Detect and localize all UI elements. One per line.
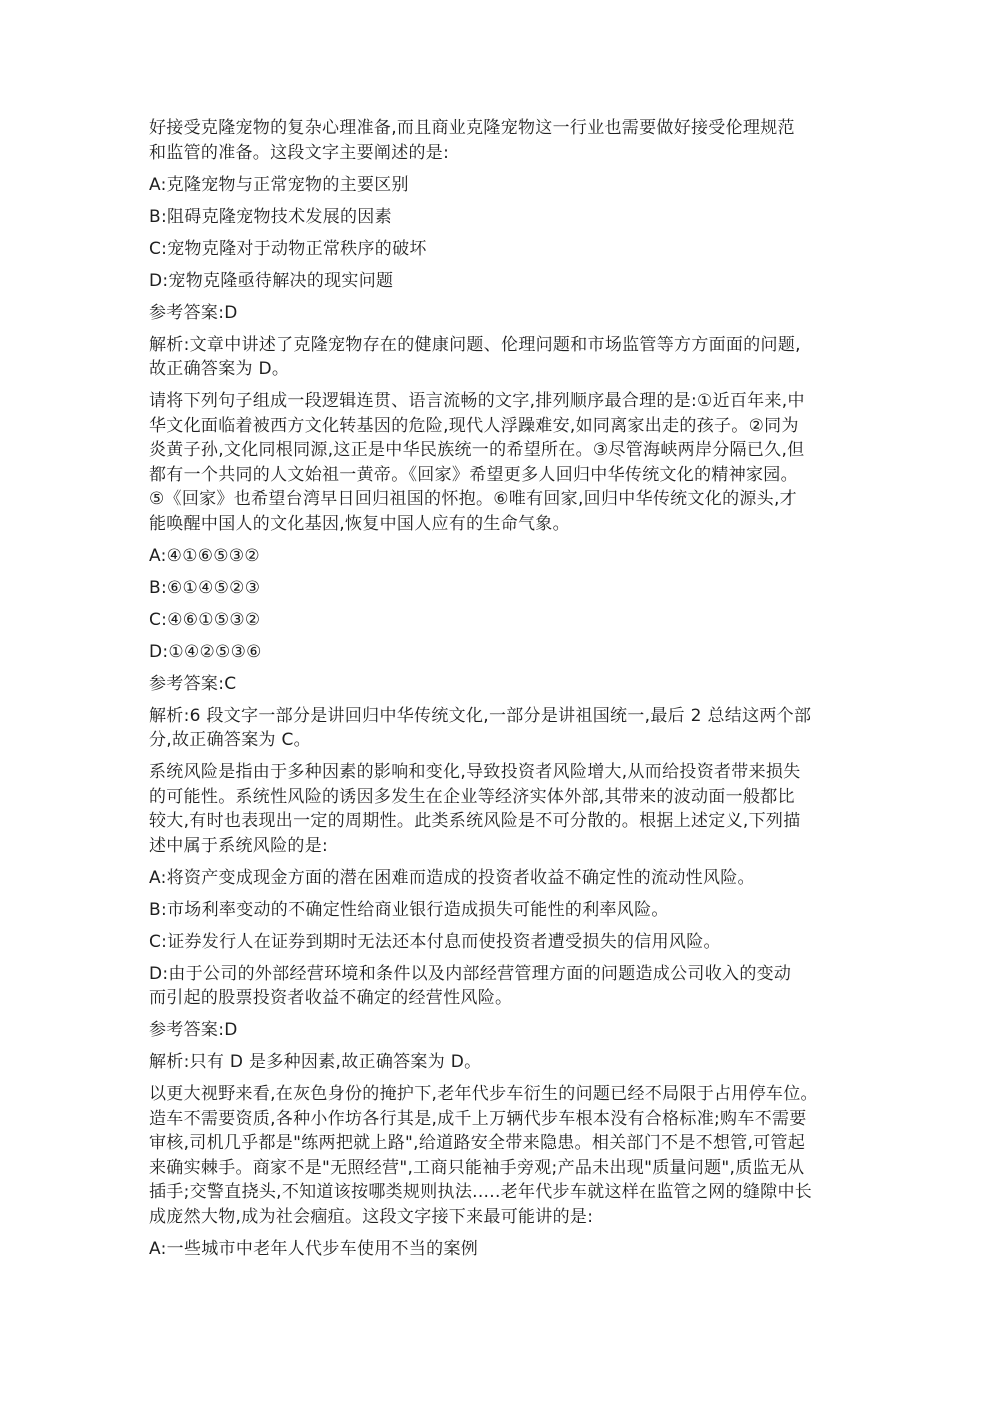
question-1-stem-continued: 好接受克隆宠物的复杂心理准备,而且商业克隆宠物这一行业也需要做好接受伦理规范 和监管的准备。这段文字主要阐述的是: <box>149 118 795 163</box>
question-1-explanation: 解析:文章中讲述了克隆宠物存在的健康问题、伦理问题和市场监管等方方面面的问题, 故正确答案为 D。 <box>149 334 801 379</box>
question-2-stem: 请将下列句子组成一段逻辑连贯、语言流畅的文字,排列顺序最合理的是:①近百年来,中 华文化面临着被西方文化转基因的危险,现代人浮躁难安,如同离家出走的孩子。②同为 炎黄子孙,文化同根同源,这正是中华民族统一的希望所在。③尽管海峡两岸分隔已久,但 都有一个共同的人文始祖一黄帝。《回家》希望更多人回归中华传统文化的精神家园。 ⑤《回家》也希望台湾早日回归祖国的怀抱。⑥唯有回家,回归中华传统文化的源头,才 能唤醒中国人的文化基因,恢复中国人应有的生命气象。 <box>149 391 805 534</box>
question-2-option-b: B:⑥①④⑤②③ <box>149 577 261 598</box>
question-3-option-a: A:将资产变成现金方面的潜在困难而造成的投资者收益不确定性的流动性风险。 <box>149 867 755 888</box>
question-2-option-c: C:④⑥①⑤③② <box>149 609 261 630</box>
question-1-option-d: D:宠物克隆亟待解决的现实问题 <box>149 270 394 291</box>
question-1-option-c: C:宠物克隆对于动物正常秩序的破坏 <box>149 238 427 259</box>
question-3-option-b: B:市场利率变动的不确定性给商业银行造成损失可能性的利率风险。 <box>149 899 669 920</box>
question-2-option-a: A:④①⑥⑤③② <box>149 545 260 566</box>
question-1-answer: 参考答案:D <box>149 302 238 323</box>
question-2-explanation: 解析:6 段文字一部分是讲回归中华传统文化,一部分是讲祖国统一,最后 2 总结这两个部 分,故正确答案为 C。 <box>149 705 812 750</box>
question-3-option-d: D:由于公司的外部经营环境和条件以及内部经营管理方面的问题造成公司收入的变动 而引起的股票投资者收益不确定的经营性风险。 <box>149 963 792 1008</box>
question-4-option-a: A:一些城市中老年人代步车使用不当的案例 <box>149 1238 479 1259</box>
question-3-answer: 参考答案:D <box>149 1020 238 1040</box>
question-1-option-a: A:克隆宠物与正常宠物的主要区别 <box>149 174 409 195</box>
question-2-answer: 参考答案:C <box>149 673 237 694</box>
question-4-stem: 以更大视野来看,在灰色身份的掩护下,老年代步车衍生的问题已经不局限于占用停车位。 造车不需要资质,各种小作坊各行其是,成千上万辆代步车根本没有合格标准;购车不需要 审核,司机几乎都是"练两把就上路",给道路安全带来隐患。相关部门不是不想管,可管起 来确实棘手。商家不是"无照经营",工商只能袖手旁观;产品未出现"质量问题",质监无从 插手;交警直挠头,不知道该按哪类规则执法.....老年代步车就这样在监管之网的缝隙中长 成庞然大物,成为社会痼疽。这段文字接下来最可能讲的是: <box>149 1084 818 1227</box>
question-1-option-b: B:阻碍克隆宠物技术发展的因素 <box>149 206 392 227</box>
document-page <box>149 116 861 1269</box>
question-2-option-d: D:①④②⑤③⑥ <box>149 641 262 662</box>
question-3-explanation: 解析:只有 D 是多种因素,故正确答案为 D。 <box>149 1052 482 1072</box>
question-3-stem: 系统风险是指由于多种因素的影响和变化,导致投资者风险增大,从而给投资者带来损失 的可能性。系统性风险的诱因多发生在企业等经济实体外部,其带来的波动面一般都比 较大,有时也表现出一定的周期性。此类系统风险是不可分散的。根据上述定义,下列描 述中属于系统风险的是: <box>149 762 801 856</box>
question-3-option-c: C:证券发行人在证券到期时无法还本付息而使投资者遭受损失的信用风险。 <box>149 931 721 952</box>
